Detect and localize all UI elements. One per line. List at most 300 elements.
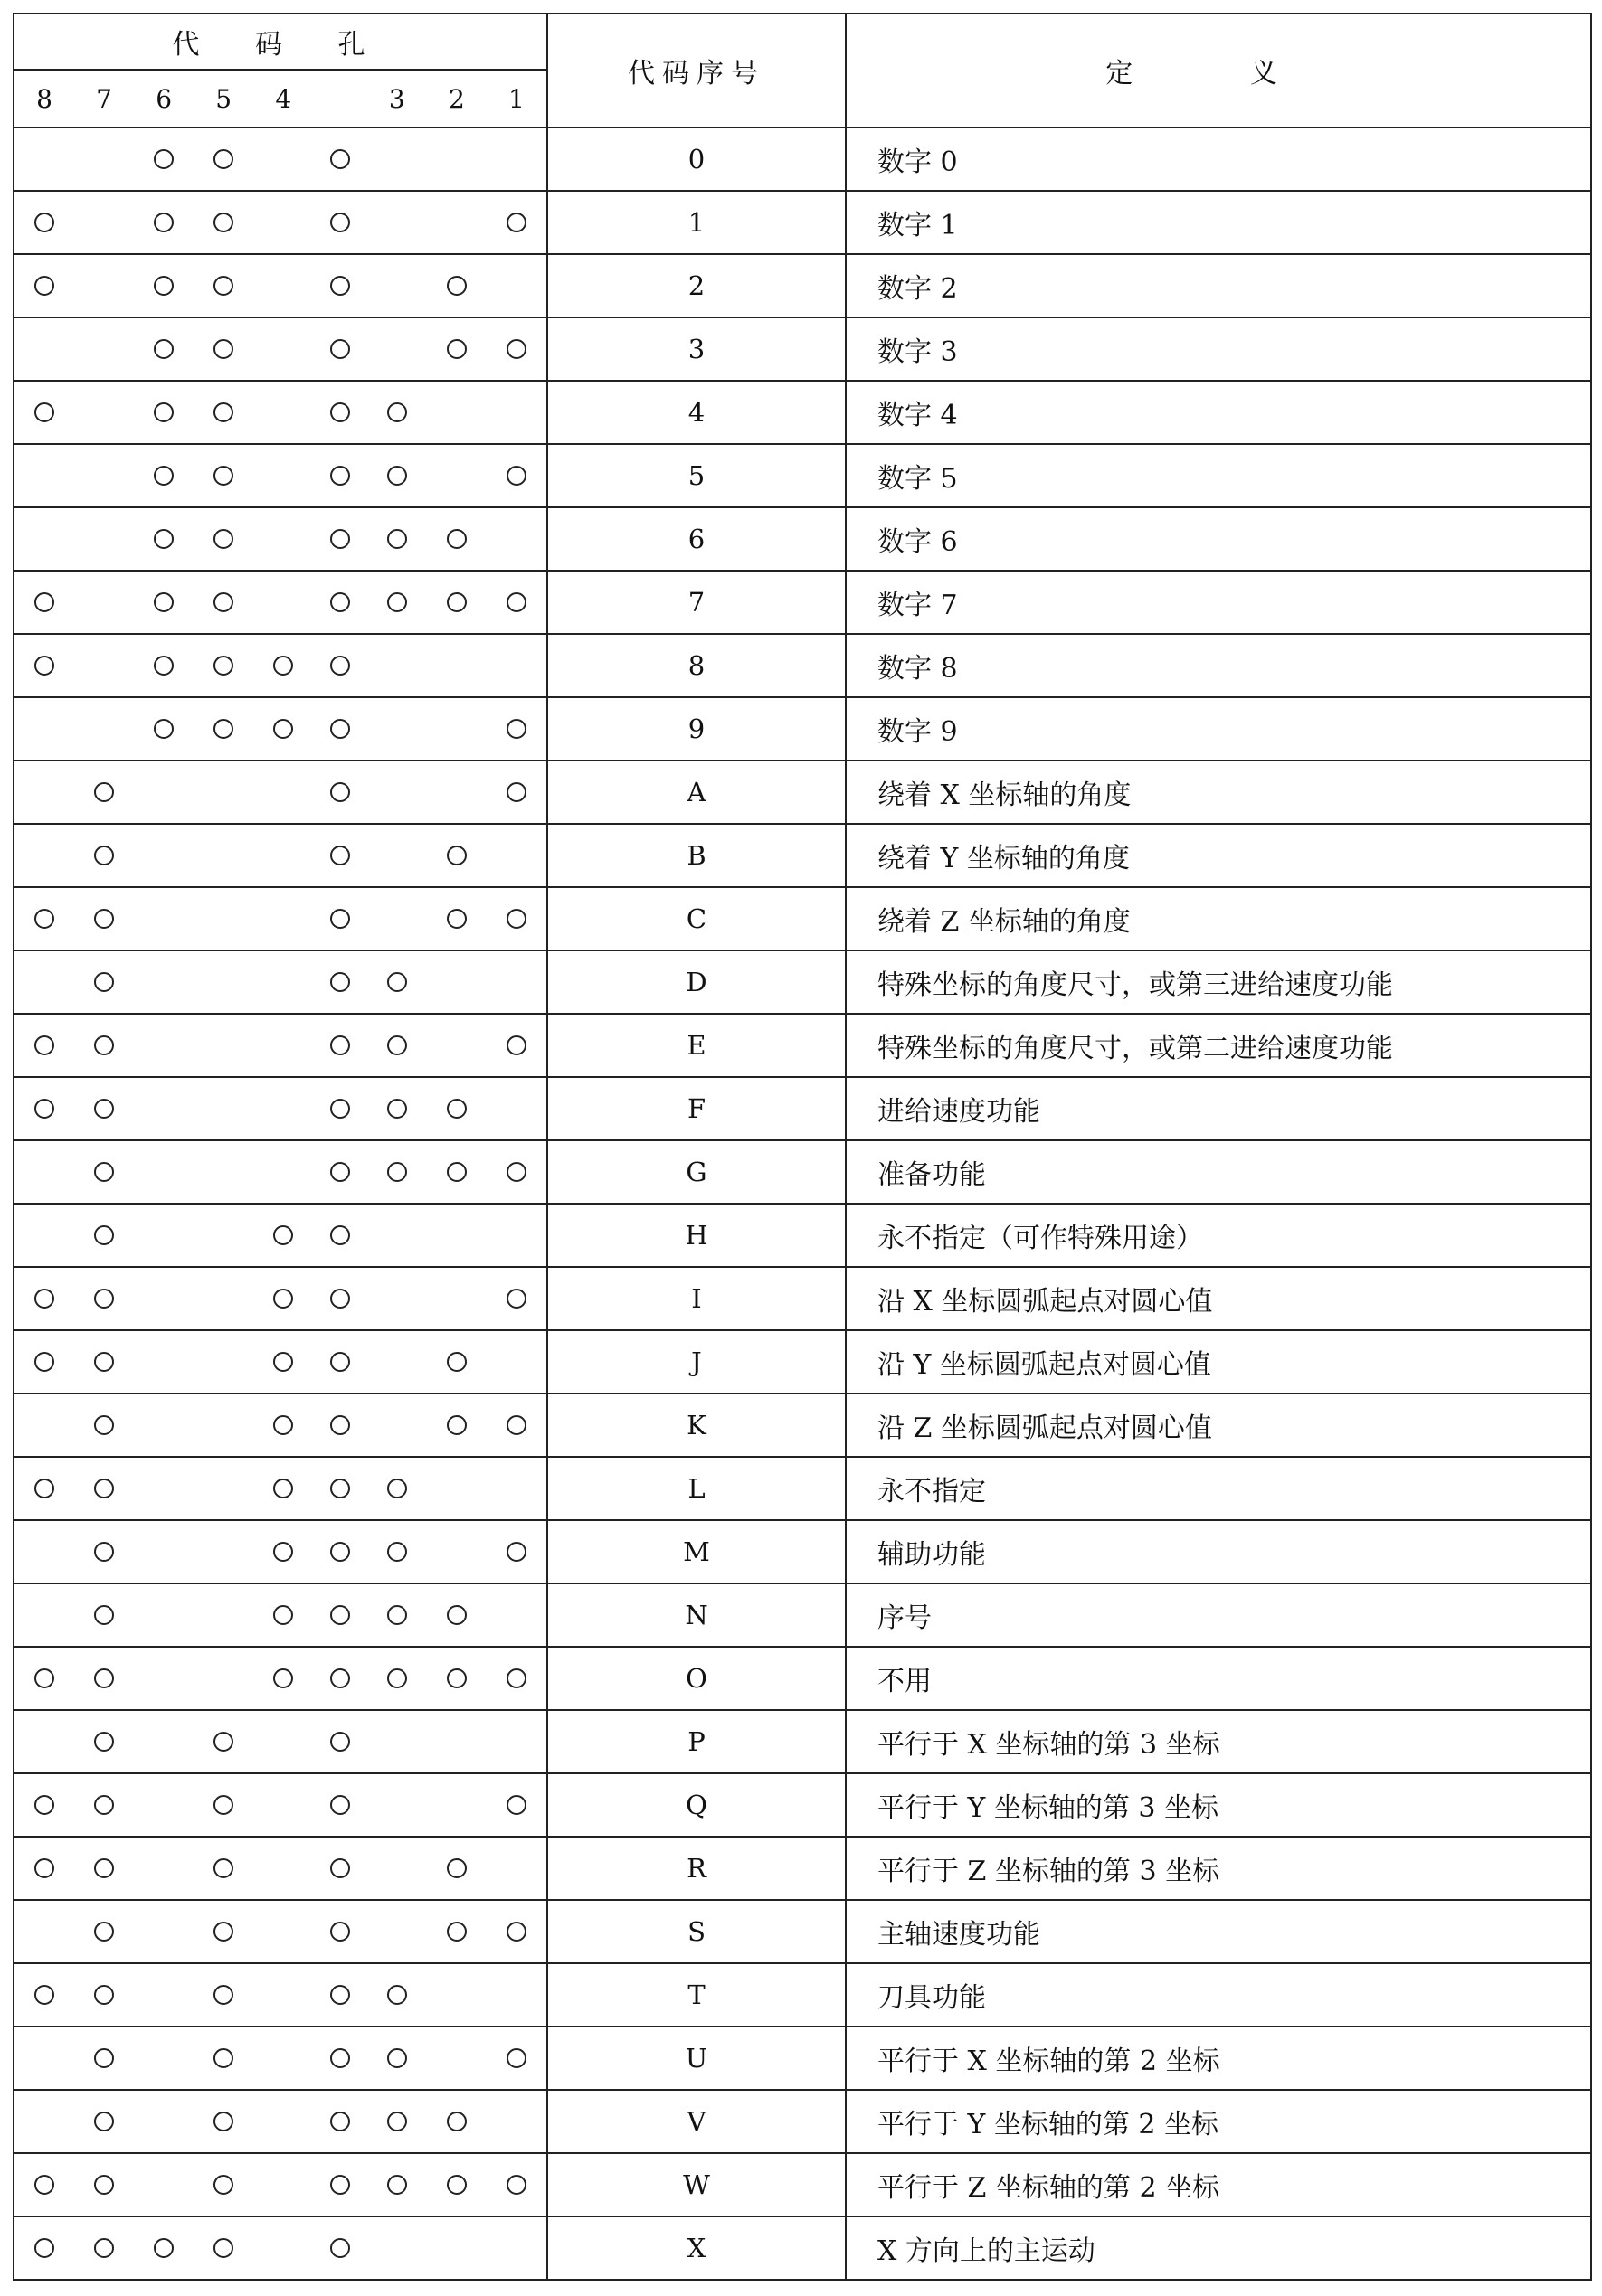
sprocket-hole-icon [330,2238,350,2258]
sprocket-slot [313,149,366,169]
definition-cell: 数字 4 [846,381,1591,444]
punched-hole-icon [387,1985,407,2005]
punched-hole-icon [387,1479,407,1498]
hole-slot [253,1542,313,1562]
hole-slot [194,719,253,739]
hole-pattern [14,825,546,886]
sprocket-slot [313,402,366,422]
punched-hole-icon [507,719,526,739]
sprocket-hole-icon [330,402,350,422]
sprocket-slot [313,1479,366,1498]
definition-header: 定 义 [846,14,1591,128]
punched-hole-icon [507,1542,526,1562]
holes-cell [14,317,547,381]
definition-cell: 沿 Z 坐标圆弧起点对圆心值 [846,1394,1591,1457]
sprocket-hole-icon [330,972,350,992]
code-number-cell: T [547,1963,846,2027]
hole-slot [14,1795,74,1815]
hole-slot [14,1668,74,1688]
table-row [14,950,1591,1014]
hole-slot [427,276,487,296]
sprocket-slot [313,1352,366,1372]
punched-hole-icon [507,1289,526,1309]
table-row [14,761,1591,824]
hole-slot [14,909,74,929]
hole-slot [134,2238,194,2258]
sprocket-slot [313,1605,366,1625]
sprocket-hole-icon [330,149,350,169]
table-row [14,1204,1591,1267]
code-number-cell: C [547,887,846,950]
hole-slot [14,2238,74,2258]
hole-slot [134,339,194,359]
hole-slot [134,529,194,549]
punched-hole-icon [154,656,174,676]
hole-slot [194,2112,253,2131]
hole-slot [74,1479,134,1498]
punched-hole-icon [507,1922,526,1942]
sprocket-slot [313,1415,366,1435]
holes-cell [14,1900,547,1963]
punched-hole-icon [213,1732,233,1752]
code-number-cell: M [547,1520,846,1583]
punched-hole-icon [387,2048,407,2068]
hole-pattern [14,761,546,823]
hole-slot [74,909,134,929]
hole-pattern [14,1584,546,1646]
holes-cell [14,507,547,571]
hole-slot [74,1985,134,2005]
code-number-cell: A [547,761,846,824]
hole-slot [487,1795,546,1815]
code-number-cell: 2 [547,254,846,317]
definition-cell: 不用 [846,1647,1591,1710]
punched-hole-icon [507,1415,526,1435]
punched-hole-icon [154,466,174,486]
hole-slot [194,149,253,169]
holes-cell [14,697,547,761]
sprocket-hole-icon [330,719,350,739]
punched-hole-icon [387,529,407,549]
code-number-cell: F [547,1077,846,1140]
table-row [14,444,1591,507]
table-row [14,254,1591,317]
punched-hole-icon [447,529,467,549]
punched-hole-icon [273,1605,293,1625]
definition-cell: 平行于 Y 坐标轴的第 2 坐标 [846,2090,1591,2153]
punched-hole-icon [94,1035,114,1055]
punched-hole-icon [447,592,467,612]
hole-slot [253,1225,313,1245]
definition-cell: 平行于 Y 坐标轴的第 3 坐标 [846,1773,1591,1837]
punched-hole-icon [34,2175,54,2195]
hole-slot [487,466,546,486]
hole-slot [367,2112,427,2131]
punched-hole-icon [447,1099,467,1119]
punched-hole-icon [447,339,467,359]
hole-slot [253,1352,313,1372]
hole-slot [74,782,134,802]
punched-hole-icon [94,1099,114,1119]
hole-slot [194,213,253,232]
hole-slot [74,2238,134,2258]
punched-hole-icon [213,149,233,169]
hole-pattern [14,1964,546,2026]
holes-cell [14,571,547,634]
code-number-cell: D [547,950,846,1014]
holes-cell [14,1330,547,1394]
hole-slot [253,719,313,739]
punched-hole-icon [94,2238,114,2258]
holes-cell [14,2216,547,2280]
definition-cell: 永不指定 [846,1457,1591,1520]
hole-slot [253,1415,313,1435]
punched-hole-icon [213,466,233,486]
punched-hole-icon [34,1352,54,1372]
definition-cell: 绕着 X 坐标轴的角度 [846,761,1591,824]
code-number-cell: H [547,1204,846,1267]
punched-hole-icon [387,1099,407,1119]
definition-cell: 沿 Y 坐标圆弧起点对圆心值 [846,1330,1591,1394]
hole-slot [74,1542,134,1562]
table-row [14,1647,1591,1710]
hole-slot [487,592,546,612]
sprocket-hole-icon [330,1922,350,1942]
hole-slot [194,2175,253,2195]
sprocket-slot [313,592,366,612]
track-label: 2 [448,83,465,114]
holes-cell [14,950,547,1014]
hole-slot [367,466,427,486]
punched-tape-code-table [13,13,1592,2281]
hole-slot [14,402,74,422]
punched-hole-icon [273,719,293,739]
hole-slot [74,972,134,992]
code-number-cell: 5 [547,444,846,507]
code-number-cell: V [547,2090,846,2153]
hole-slot [74,2175,134,2195]
holes-cell [14,2090,547,2153]
sprocket-hole-icon [330,213,350,232]
punched-hole-icon [213,1922,233,1942]
punched-hole-icon [94,846,114,865]
sprocket-hole-icon [330,1035,350,1055]
hole-slot [367,1479,427,1498]
hole-slot [74,846,134,865]
hole-slot [194,1985,253,2005]
hole-pattern [14,1711,546,1772]
hole-slot [427,846,487,865]
hole-slot [427,1858,487,1878]
hole-slot [194,2048,253,2068]
hole-pattern [14,1141,546,1203]
punched-hole-icon [213,1858,233,1878]
hole-slot [487,213,546,232]
hole-slot [74,1795,134,1815]
hole-slot [487,2175,546,2195]
hole-slot [427,592,487,612]
hole-slot [487,1162,546,1182]
hole-slot [74,1035,134,1055]
hole-slot [14,656,74,676]
definition-cell: 绕着 Y 坐标轴的角度 [846,824,1591,887]
holes-cell [14,128,547,191]
hole-slot [134,213,194,232]
definition-cell: 平行于 Z 坐标轴的第 3 坐标 [846,1837,1591,1900]
hole-pattern [14,1458,546,1519]
code-number-cell: J [547,1330,846,1394]
hole-slot [427,1922,487,1942]
punched-hole-icon [94,1225,114,1245]
table-row [14,697,1591,761]
sprocket-slot [313,1985,366,2005]
sprocket-hole-icon [330,1542,350,1562]
code-number-cell: 1 [547,191,846,254]
sprocket-slot [313,782,366,802]
holes-cell [14,1077,547,1140]
holes-cell [14,1394,547,1457]
hole-slot [194,466,253,486]
hole-slot [427,2175,487,2195]
hole-slot [74,1922,134,1942]
definition-cell: 平行于 Z 坐标轴的第 2 坐标 [846,2153,1591,2216]
holes-cell [14,1204,547,1267]
holes-cell [14,824,547,887]
holes-cell [14,1583,547,1647]
punched-hole-icon [387,466,407,486]
hole-slot [487,1542,546,1562]
holes-cell [14,887,547,950]
hole-slot [134,466,194,486]
hole-slot [14,1289,74,1309]
punched-hole-icon [154,339,174,359]
hole-slot [134,149,194,169]
sprocket-hole-icon [330,1352,350,1372]
sprocket-slot [313,1162,366,1182]
holes-cell [14,1267,547,1330]
table-row [14,1140,1591,1204]
hole-slot [74,1605,134,1625]
punched-hole-icon [34,1795,54,1815]
punched-hole-icon [213,339,233,359]
sprocket-hole-icon [330,782,350,802]
hole-slot [134,276,194,296]
hole-slot [427,1162,487,1182]
punched-hole-icon [273,1352,293,1372]
sprocket-slot [313,1795,366,1815]
hole-pattern [14,2091,546,2152]
punched-hole-icon [154,276,174,296]
definition-cell: 数字 8 [846,634,1591,697]
sprocket-slot [313,529,366,549]
hole-slot [74,1099,134,1119]
hole-pattern [14,951,546,1013]
definition-cell: X 方向上的主运动 [846,2216,1591,2280]
table-row [14,1583,1591,1647]
hole-slot [367,1099,427,1119]
hole-slot [367,1162,427,1182]
hole-slot [253,1605,313,1625]
punched-hole-icon [34,402,54,422]
hole-slot [367,1035,427,1055]
hole-slot [194,1795,253,1815]
table-row [14,1837,1591,1900]
punched-hole-icon [387,1035,407,1055]
definition-cell: 进给速度功能 [846,1077,1591,1140]
sprocket-hole-icon [330,1795,350,1815]
holes-cell [14,1520,547,1583]
code-number-cell: E [547,1014,846,1077]
holes-cell [14,1710,547,1773]
punched-hole-icon [447,909,467,929]
hole-slot [74,1858,134,1878]
sprocket-slot [313,1922,366,1942]
hole-slot [194,2238,253,2258]
punched-hole-icon [34,276,54,296]
sprocket-hole-icon [330,276,350,296]
holes-cell [14,254,547,317]
hole-slot [74,2048,134,2068]
table-row [14,1014,1591,1077]
hole-slot [367,2048,427,2068]
table-row [14,1963,1591,2027]
hole-pattern [14,698,546,760]
sprocket-hole-icon [330,1289,350,1309]
punched-hole-icon [447,1352,467,1372]
hole-slot [14,2175,74,2195]
definition-cell: 数字 6 [846,507,1591,571]
track-label: 7 [96,83,112,114]
punched-hole-icon [387,972,407,992]
punched-hole-icon [94,1542,114,1562]
hole-slot [367,529,427,549]
punched-hole-icon [213,529,233,549]
code-number-header: 代码序号 [547,14,846,128]
punched-hole-icon [387,1162,407,1182]
punched-hole-icon [34,1289,54,1309]
punched-hole-icon [94,1415,114,1435]
table-row [14,1900,1591,1963]
punched-hole-icon [387,2112,407,2131]
hole-slot [74,1415,134,1435]
hole-slot [253,1289,313,1309]
holes-cell [14,761,547,824]
punched-hole-icon [34,1985,54,2005]
punched-hole-icon [34,1099,54,1119]
sprocket-hole-icon [330,1985,350,2005]
sprocket-hole-icon [330,1732,350,1752]
punched-hole-icon [273,1668,293,1688]
punched-hole-icon [387,1542,407,1562]
punched-hole-icon [213,1985,233,2005]
punched-hole-icon [34,592,54,612]
header-row [14,14,1591,70]
punched-hole-icon [154,592,174,612]
hole-pattern [14,1268,546,1329]
track-label: 5 [215,83,232,114]
hole-slot [14,1099,74,1119]
punched-hole-icon [34,1479,54,1498]
table-row [14,1710,1591,1773]
definition-cell: 数字 9 [846,697,1591,761]
punched-hole-icon [507,1795,526,1815]
definition-cell: 辅助功能 [846,1520,1591,1583]
hole-pattern [14,1648,546,1709]
hole-pattern [14,2217,546,2279]
punched-hole-icon [507,466,526,486]
table-row [14,2027,1591,2090]
hole-slot [367,1605,427,1625]
hole-slot [367,2175,427,2195]
sprocket-slot [313,2175,366,2195]
sprocket-hole-icon [330,909,350,929]
hole-slot [14,1479,74,1498]
punched-hole-icon [447,2175,467,2195]
punched-hole-icon [154,149,174,169]
hole-pattern [14,1205,546,1266]
punched-hole-icon [94,1668,114,1688]
hole-slot [367,1985,427,2005]
table-row [14,1330,1591,1394]
hole-pattern [14,255,546,317]
definition-cell: 平行于 X 坐标轴的第 2 坐标 [846,2027,1591,2090]
hole-pattern [14,1078,546,1139]
table-row [14,191,1591,254]
code-number-cell: Q [547,1773,846,1837]
hole-slot [487,1668,546,1688]
hole-slot [487,1289,546,1309]
holes-cell [14,1647,547,1710]
hole-slot [427,2112,487,2131]
sprocket-hole-icon [330,1225,350,1245]
definition-cell: 数字 1 [846,191,1591,254]
hole-slot [74,1732,134,1752]
punched-hole-icon [154,2238,174,2258]
punched-hole-icon [94,1352,114,1372]
sprocket-hole-icon [330,1099,350,1119]
hole-slot [487,782,546,802]
sprocket-slot [313,466,366,486]
track-numbers [14,71,546,127]
code-number-cell: K [547,1394,846,1457]
punched-hole-icon [273,1479,293,1498]
definition-cell: 准备功能 [846,1140,1591,1204]
punched-hole-icon [94,2175,114,2195]
sprocket-slot [313,2238,366,2258]
punched-hole-icon [154,719,174,739]
sprocket-slot [313,719,366,739]
code-number-cell: 8 [547,634,846,697]
definition-cell: 序号 [846,1583,1591,1647]
sprocket-slot [313,1732,366,1752]
hole-slot [74,1668,134,1688]
punched-hole-icon [213,719,233,739]
holes-cell [14,634,547,697]
code-number-cell: P [547,1710,846,1773]
punched-hole-icon [213,276,233,296]
punched-hole-icon [94,909,114,929]
punched-hole-icon [213,2048,233,2068]
punched-hole-icon [94,782,114,802]
sprocket-slot [313,2112,366,2131]
hole-slot [427,909,487,929]
table-row [14,2153,1591,2216]
punched-hole-icon [507,339,526,359]
punched-hole-icon [94,2112,114,2131]
sprocket-hole-icon [330,592,350,612]
sprocket-slot [313,1289,366,1309]
hole-slot [74,1225,134,1245]
